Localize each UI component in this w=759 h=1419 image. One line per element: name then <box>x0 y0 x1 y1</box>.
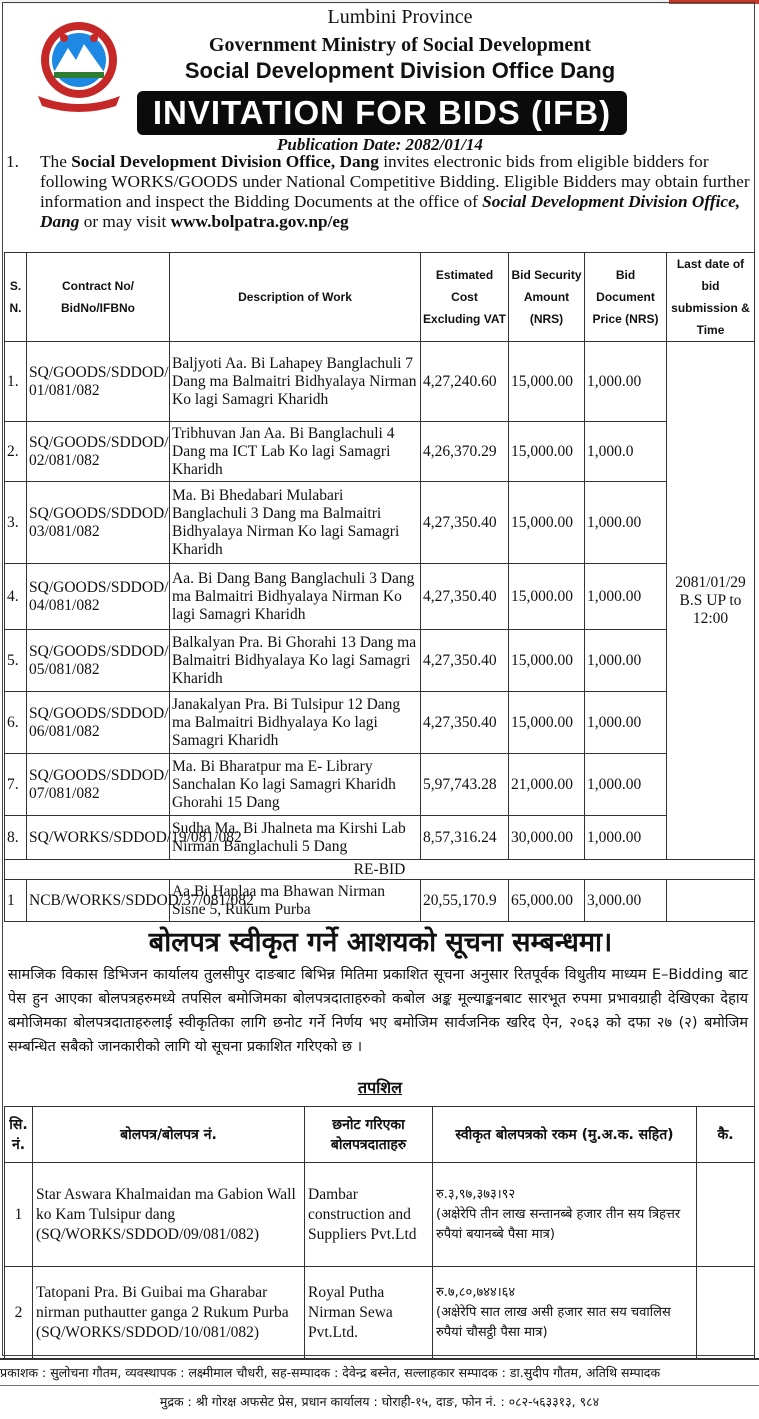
acceptance-table <box>4 1106 755 1359</box>
row-bid: Tatopani Pra. Bi Guibai ma Gharabar nirman puthautter ganga 2 Rukum Purba (SQ/WORKS/SDDOD/10/081/082) <box>33 1267 305 1359</box>
row-price: 1,000.00 <box>585 564 667 630</box>
row-cost: 4,27,350.40 <box>421 482 509 564</box>
tapsil-heading: तपशिल <box>357 1078 403 1097</box>
row-amount <box>433 1267 697 1359</box>
table-row <box>5 342 755 422</box>
row-description: Aa. Bi Dang Bang Banglachuli 3 Dang ma Balmaitri Bidhyalaya Nirman Ko lagi Samagri Kharidh <box>170 564 421 630</box>
row-sn: 4. <box>5 564 27 630</box>
amount-words: (अक्षेरेपि सात लाख असी हजार सात सय चवालिस रुपैयां चौसट्ठी पैसा मात्र) <box>436 1304 671 1340</box>
row-price: 1,000.00 <box>585 482 667 564</box>
intro-text: or may visit <box>79 212 171 231</box>
row-description: Aa.Bi Haplaa ma Bhawan Nirman Sisne 5, Rukum Purba <box>170 880 421 922</box>
row-cost: 4,27,350.40 <box>421 630 509 692</box>
row-remarks <box>697 1267 755 1359</box>
header-sn: सि. नं. <box>5 1107 33 1163</box>
office-italic: Social Development Division Office, Dang <box>40 192 741 231</box>
row-description: Tribhuvan Jan Aa. Bi Banglachuli 4 Dang ma ICT Lab Ko lagi Samagri Kharidh <box>170 422 421 482</box>
intro-text: invites electronic bids from eligible bidders for following WORKS/GOODS under National Competitive Bidding. Eligible Bidders may obtain further information and inspect the Bidding Documents at the office of <box>40 152 750 211</box>
publication-date: Publication Date: 2082/01/14 <box>277 135 483 154</box>
row-cost: 20,55,170.9 <box>421 880 509 922</box>
row-security: 15,000.00 <box>509 692 585 754</box>
row-contract: SQ/GOODS/SDDOD/ 07/081/082 <box>27 754 170 816</box>
row-description: Balkalyan Pra. Bi Ghorahi 13 Dang ma Balmaitri Bidhyalaya Ko lagi Samagri Kharidh <box>170 630 421 692</box>
footer-separator <box>0 1385 759 1386</box>
row-price: 1,000.00 <box>585 816 667 860</box>
row-remarks <box>697 1163 755 1267</box>
row-security: 21,000.00 <box>509 754 585 816</box>
amount-figure: रु.३,९७,३७३।९२ <box>436 1186 516 1202</box>
notice-heading: बोलपत्र स्वीकृत गर्ने आशयको सूचना सम्बन्धमा। <box>148 927 613 958</box>
row-cost: 4,27,350.40 <box>421 564 509 630</box>
table-row <box>5 482 755 564</box>
footer-printer-line: मुद्रक : श्री गोरक्ष अफसेट प्रेस, प्रधान कार्यालय : घोराही-१५, दाङ, फोन नं. : ०८२-५६३३१३, ९८४ <box>159 1394 600 1409</box>
header-contract: Contract No/ BidNo/IFBNo <box>27 253 170 342</box>
notice-paragraph: सामजिक विकास डिभिजन कार्यालय तुलसीपुर दाङबाट बिभिन्न मितिमा प्रकाशित सूचना अनुसार रितपूर्वक विधुतीय माध्यम E–Bidding बाट पेस हुन आएका बोलपत्रहरुमध्ये तपसिल बमोजिमका बोलपत्रदाताहरुको कबोल अङ्क मूल्याङ्कनबाट सारभूत रुपमा प्रभावग्राही देखिएका देहाय बमोजिमका बोलपत्रदाताहरुलाई स्वीकृतिका लागि छनोट गर्ने निर्णय भए बमोजिम सार्वजनिक खरिद ऐन, २०६३ को दफा २७ (२) बमोजिम सम्बन्धित सबैको जानकारीको लागि यो सूचना प्रकाशित गरिएको छ । <box>8 967 748 1055</box>
row-description: Ma. Bi Bharatpur ma E- Library Sanchalan Ko lagi Samagri Kharidh Ghorahi 15 Dang <box>170 754 421 816</box>
table-row <box>5 1267 755 1359</box>
ifb-banner: INVITATION FOR BIDS (IFB) <box>137 91 627 135</box>
header-bid-document-price: Bid Document Price (NRS) <box>585 253 667 342</box>
table-row <box>5 630 755 692</box>
rebid-label: RE-BID <box>5 860 755 880</box>
row-security: 30,000.00 <box>509 816 585 860</box>
row-price: 1,000.00 <box>585 342 667 422</box>
row-price: 3,000.00 <box>585 880 667 922</box>
intro-number: 1. <box>6 152 19 171</box>
submission-deadline: 2081/01/29 B.S UP to 12:00 <box>667 342 755 860</box>
header-remarks: कै. <box>697 1107 755 1163</box>
row-security: 15,000.00 <box>509 342 585 422</box>
amount-figure: रु.७,८०,७४४।६४ <box>436 1284 516 1300</box>
ministry-name: Government Ministry of Social Development <box>208 34 592 56</box>
row-sn: 2. <box>5 422 27 482</box>
row-bid: Star Aswara Khalmaidan ma Gabion Wall ko Kam Tulsipur dang (SQ/WORKS/SDDOD/09/081/082) <box>33 1163 305 1267</box>
table-row <box>5 754 755 816</box>
row-price: 1,000.00 <box>585 630 667 692</box>
row-sn: 1. <box>5 342 27 422</box>
row-bidder: Dambar construction and Suppliers Pvt.Ltd <box>305 1163 433 1267</box>
row-security: 65,000.00 <box>509 880 585 922</box>
row-contract: SQ/GOODS/SDDOD/ 03/081/082 <box>27 482 170 564</box>
row-bidder: Royal Putha Nirman Sewa Pvt.Ltd. <box>305 1267 433 1359</box>
row-price: 1,000.00 <box>585 754 667 816</box>
lumbini-emblem-logo <box>24 16 134 116</box>
row-price: 1,000.0 <box>585 422 667 482</box>
header-sn: S. N. <box>5 253 27 342</box>
row-description: Ma. Bi Bhedabari Mulabari Banglachuli 3 Dang ma Balmaitri Bidhyalaya Nirman Ko lagi Samagri Kharidh <box>170 482 421 564</box>
header-bidder: छनोट गरिएका बोलपत्रदाताहरु <box>305 1107 433 1163</box>
header-estimated-cost: Estimated Cost Excluding VAT <box>421 253 509 342</box>
row-description: Baljyoti Aa. Bi Lahapey Banglachuli 7 Dang ma Balmaitri Bidhyalaya Nirman Ko lagi Samagri Kharidh <box>170 342 421 422</box>
row-sn: 1 <box>5 880 27 922</box>
amount-words: (अक्षेरेपि तीन लाख सन्तानब्बे हजार तीन सय त्रिहत्तर रुपैयां बयानब्बे पैसा मात्र) <box>436 1206 681 1242</box>
website-link[interactable]: www.bolpatra.gov.np/eg <box>170 212 349 231</box>
table-row <box>5 692 755 754</box>
table-row <box>5 880 755 922</box>
row-sn: 3. <box>5 482 27 564</box>
row-sn: 7. <box>5 754 27 816</box>
header-bid: बोलपत्र/बोलपत्र नं. <box>33 1107 305 1163</box>
row-amount <box>433 1163 697 1267</box>
header-bid-security: Bid Security Amount (NRS) <box>509 253 585 342</box>
row-sn: 5. <box>5 630 27 692</box>
row-cost: 8,57,316.24 <box>421 816 509 860</box>
row-contract: SQ/GOODS/SDDOD/ 01/081/082 <box>27 342 170 422</box>
office-name: Social Development Division Office Dang <box>184 58 616 83</box>
bids-table <box>4 252 755 922</box>
row-contract: SQ/GOODS/SDDOD/ 02/081/082 <box>27 422 170 482</box>
row-contract: SQ/WORKS/SDDOD/19/081/082 <box>27 816 170 860</box>
row-sn: 6. <box>5 692 27 754</box>
row-price: 1,000.00 <box>585 692 667 754</box>
intro-text: The <box>40 152 72 171</box>
row-contract: SQ/GOODS/SDDOD/ 06/081/082 <box>27 692 170 754</box>
row-sn: 8. <box>5 816 27 860</box>
row-contract: SQ/GOODS/SDDOD/ 05/081/082 <box>27 630 170 692</box>
province-name: Lumbini Province <box>327 6 473 28</box>
header-description: Description of Work <box>170 253 421 342</box>
footer-divider <box>0 1358 759 1360</box>
header-last-date: Last date of bid submission & Time <box>667 253 755 342</box>
row-description: Sudha Ma. Bi Jhalneta ma Kirshi Lab Nirman Banglachuli 5 Dang <box>170 816 421 860</box>
row-contract: SQ/GOODS/SDDOD/ 04/081/082 <box>27 564 170 630</box>
footer-publisher-line: प्रकाशक : सुलोचना गौतम, व्यवस्थापक : लक्ष्मीमाल चौधरी, सह-सम्पादक : देवेन्द्र बस्नेत, सल्लाहकार सम्पादक : डा.सुदीप गौतम, अतिथि सम्पादक <box>0 1365 661 1380</box>
table-row <box>5 564 755 630</box>
row-cost: 4,27,240.60 <box>421 342 509 422</box>
row-security: 15,000.00 <box>509 564 585 630</box>
row-cost: 5,97,743.28 <box>421 754 509 816</box>
table-row <box>5 1163 755 1267</box>
row-sn: 1 <box>5 1163 33 1267</box>
header-amount: स्वीकृत बोलपत्रको रकम (मु.अ.क. सहित) <box>433 1107 697 1163</box>
row-security: 15,000.00 <box>509 482 585 564</box>
row-cost: 4,27,350.40 <box>421 692 509 754</box>
row-security: 15,000.00 <box>509 630 585 692</box>
row-empty-cell <box>667 880 755 922</box>
row-description: Janakalyan Pra. Bi Tulsipur 12 Dang ma Balmaitri Bidhyalaya Ko lagi Samagri Kharidh <box>170 692 421 754</box>
table-row <box>5 422 755 482</box>
office-bold: Social Development Division Office, Dang <box>71 152 379 171</box>
row-cost: 4,26,370.29 <box>421 422 509 482</box>
table-row <box>5 816 755 860</box>
row-sn: 2 <box>5 1267 33 1359</box>
row-security: 15,000.00 <box>509 422 585 482</box>
row-contract: NCB/WORKS/SDDOD/37/081/082 <box>27 880 170 922</box>
